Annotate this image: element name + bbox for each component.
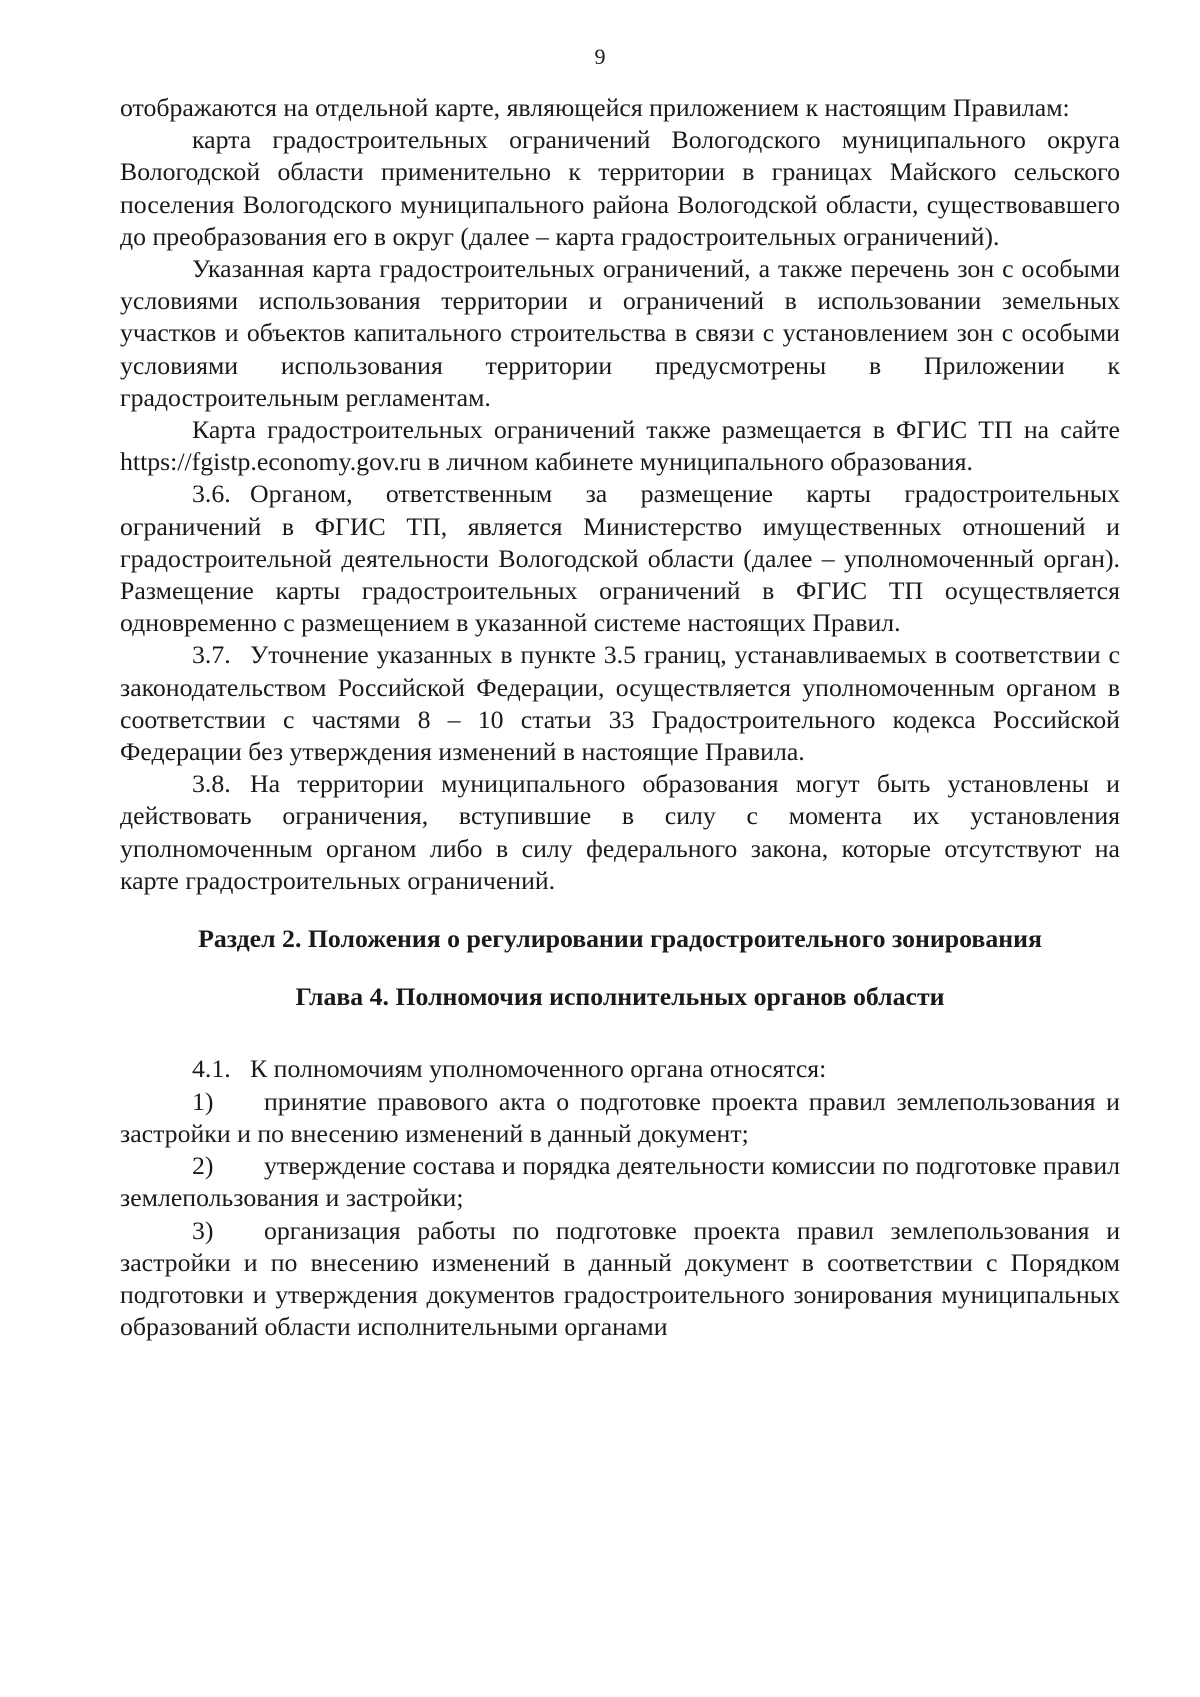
clause-number: 3.7. bbox=[192, 640, 231, 670]
list-number: 3) bbox=[192, 1215, 214, 1245]
clause-number: 4.1. bbox=[192, 1054, 231, 1084]
list-item-3 bbox=[120, 1215, 1120, 1344]
clause-3-6 bbox=[120, 478, 1120, 639]
page-number: 9 bbox=[594, 44, 606, 69]
list-text: принятие правового акта о подготовке проекта правил землепользования и застройки и по внесению изменений в данный документ; bbox=[120, 1086, 1120, 1148]
paragraph: карта градостроительных ограничений Вологодского муниципального округа Вологодской области применительно к территории в границах Майского сельского поселения Вологодского муниципального района Вологодской области, существовавшего до преобразования его в округ (далее – карта градостроительных ограничений). bbox=[120, 125, 1120, 251]
list-text: организация работы по подготовке проекта правил землепользования и застройки и по внесению изменений в данный документ в соответствии с Порядком подготовки и утверждения документов градостроительного зонирования муниципальных образований области исполнительными органами bbox=[120, 1215, 1120, 1342]
paragraph: отображаются на отдельной карте, являющейся приложением к настоящим Правилам: bbox=[120, 93, 1070, 122]
clause-3-8 bbox=[120, 768, 1120, 897]
section-heading: Раздел 2. Положения о регулировании градостроительного зонирования bbox=[198, 924, 1042, 954]
list-item-1 bbox=[120, 1086, 1120, 1150]
clause-number: 3.6. bbox=[192, 479, 231, 509]
clause-text: На территории муниципального образования могут быть установлены и действовать ограничения, вступившие в силу с момента их установления уполномоченным органом либо в силу федерального закона, которые отсутствуют на карте градостроительных ограничений. bbox=[120, 769, 1120, 895]
clause-text: К полномочиям уполномоченного органа относятся: bbox=[250, 1054, 827, 1084]
clause-text: Органом, ответственным за размещение карты градостроительных ограничений в ФГИС ТП, является Министерство имущественных отношений и градостроительной деятельности Вологодской области (далее – уполномоченный орган). Размещение карты градостроительных ограничений в ФГИС ТП осуществляется одновременно с размещением в указанной системе настоящих Правил. bbox=[120, 479, 1120, 638]
paragraph: Указанная карта градостроительных ограничений, а также перечень зон с особыми условиями использования территории и ограничений в использовании земельных участков и объектов капитального строительства в связи с установлением зон с особыми условиями использования территории предусмотрены в Приложении к градостроительным регламентам. bbox=[120, 254, 1120, 412]
list-number: 2) bbox=[192, 1151, 214, 1181]
document-body bbox=[120, 92, 1120, 1343]
clause-number: 3.8. bbox=[192, 769, 231, 799]
list-item-2 bbox=[120, 1150, 1120, 1214]
clause-3-7 bbox=[120, 639, 1120, 768]
paragraph: Карта градостроительных ограничений также размещается в ФГИС ТП на сайте https://fgistp.economy.gov.ru в личном кабинете муниципального образования. bbox=[120, 415, 1120, 477]
list-text: утверждение состава и порядка деятельности комиссии по подготовке правил землепользования и застройки; bbox=[120, 1151, 1120, 1213]
clause-text: Уточнение указанных в пункте 3.5 границ, устанавливаемых в соответствии с законодательством Российской Федерации, осуществляется уполномоченным органом в соответствии с частями 8 – 10 статьи 33 Градостроительного кодекса Российской Федерации без утверждения изменений в настоящие Правила. bbox=[120, 640, 1120, 767]
chapter-heading: Глава 4. Полномочия исполнительных органов области bbox=[295, 982, 945, 1012]
clause-4-1 bbox=[120, 1053, 1120, 1085]
list-number: 1) bbox=[192, 1086, 214, 1116]
